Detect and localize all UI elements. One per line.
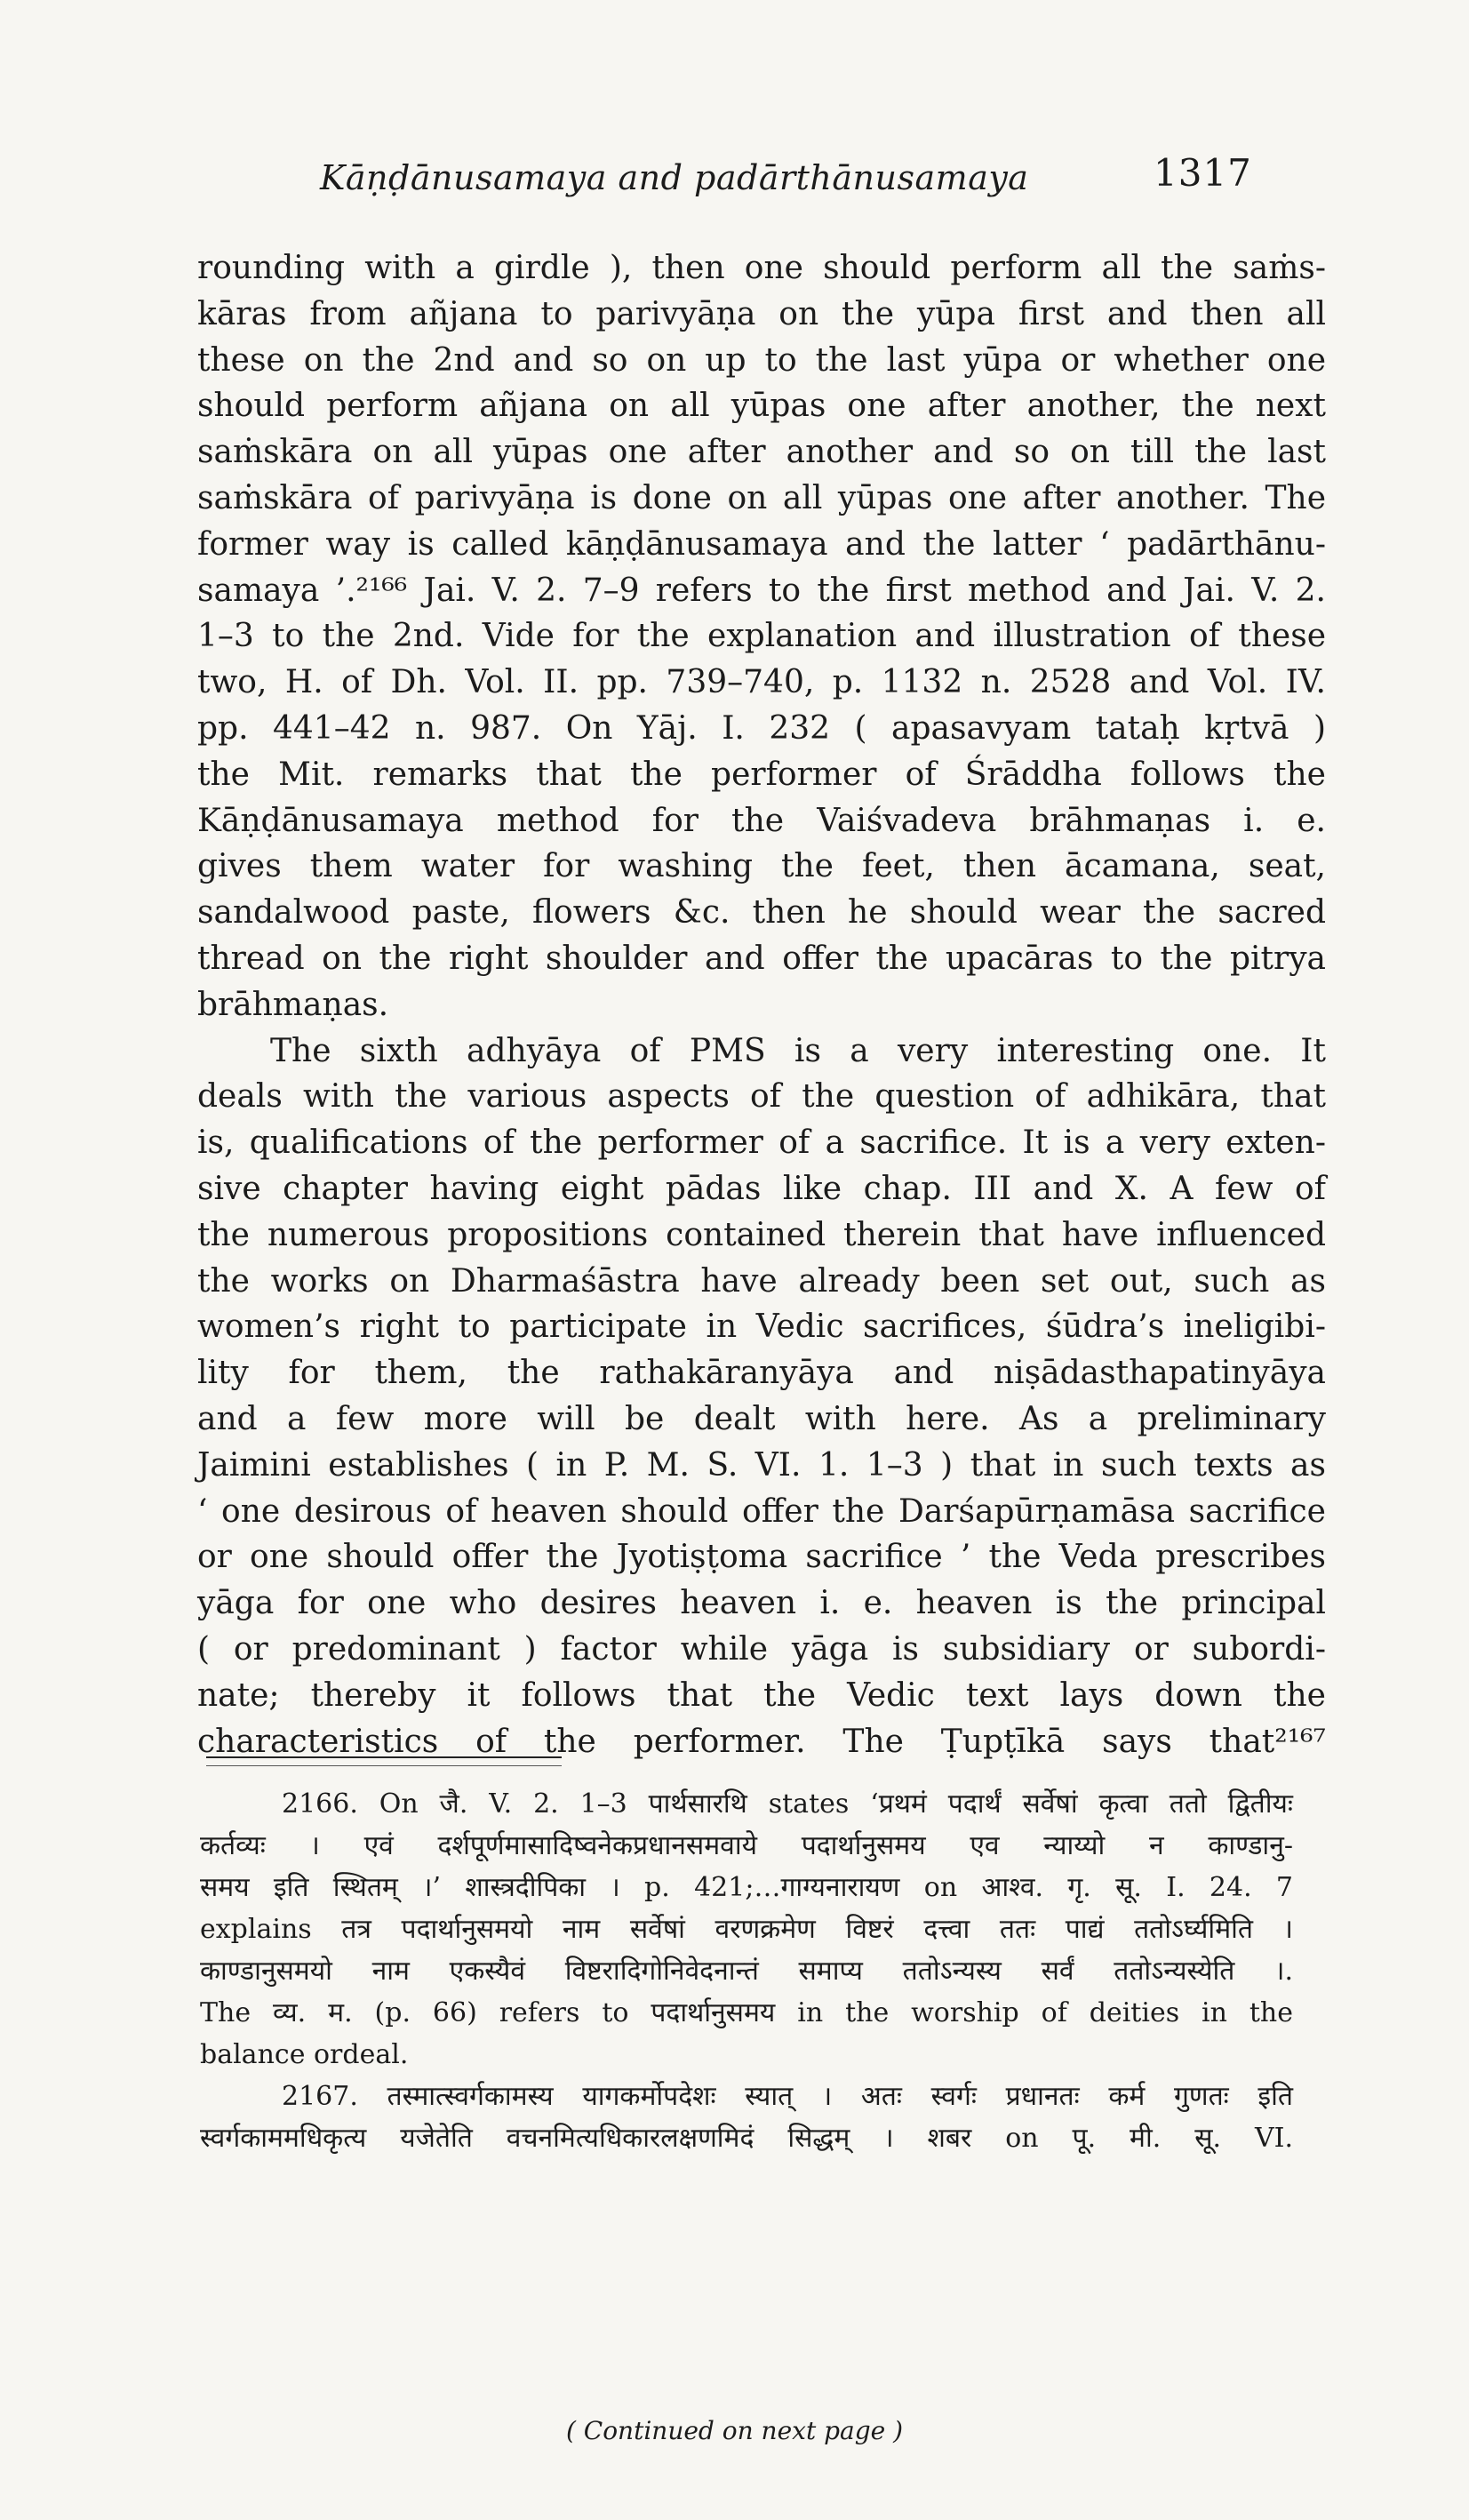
- footnote-line: explains तत्र पदार्थानुसमयो नाम सर्वेषां वरणक्रमेण विष्टरं दत्त्वा ततः पाद्यं ततोऽर्घ्यमिति ।: [200, 1914, 1293, 1945]
- footnote-line: समय इति स्थितम् ।’ शास्त्रदीपिका । p. 421;…गाग्यनारायण on आश्व. गृ. सू. I. 24. 7: [200, 1872, 1293, 1903]
- text-line: sandalwood paste, flowers &c. then he should wear the sacred: [197, 894, 1326, 932]
- text-line: women’s right to participate in Vedic sacrifices, śūdra’s ineligibi-: [197, 1308, 1326, 1346]
- page-number: 1317: [1154, 151, 1252, 195]
- text-line: 1–3 to the 2nd. Vide for the explanation and illustration of these: [197, 618, 1326, 655]
- text-line: saṁskāra of parivyāṇa is done on all yūpas one after another. The: [197, 479, 1326, 516]
- text-line: thread on the right shoulder and offer the upacāras to the pitrya: [197, 940, 1326, 977]
- footnote-line: स्वर्गकाममधिकृत्य यजेतेति वचनमित्यधिकारलक्षणमिदं सिद्धम् । शबर on पू. मी. सू. VI.: [200, 2123, 1293, 2154]
- text-line: pp. 441–42 n. 987. On Yāj. I. 232 ( apasavyam tataḥ kṛtvā ): [197, 709, 1326, 747]
- text-line: samaya ’.²¹⁶⁶ Jai. V. 2. 7–9 refers to the first method and Jai. V. 2.: [197, 572, 1326, 609]
- main-text: [197, 245, 1326, 1764]
- text-line: rounding with a girdle ), then one should perform all the saṁs-: [197, 250, 1326, 286]
- text-line: sive chapter having eight pādas like chap. III and X. A few of: [197, 1170, 1326, 1207]
- text-line: saṁskāra on all yūpas one after another and so on till the last: [197, 434, 1326, 471]
- footnote-line: कर्तव्यः । एवं दर्शपूर्णमासादिष्वनेकप्रधानसमवाये पदार्थानुसमय एव न्याय्यो न काण्डानु-: [200, 1830, 1293, 1861]
- continued-note: ( Continued on next page ): [565, 2416, 904, 2445]
- text-line: brāhmaṇas.: [197, 986, 389, 1023]
- text-line: deals with the various aspects of the question of adhikāra, that: [197, 1078, 1326, 1116]
- text-line: should perform añjana on all yūpas one after another, the next: [197, 388, 1326, 425]
- text-line: is, qualifications of the performer of a sacrifice. It is a very exten-: [197, 1124, 1326, 1162]
- text-line: nate; thereby it follows that the Vedic text lays down the: [197, 1676, 1326, 1714]
- text-line: yāga for one who desires heaven i. e. heaven is the principal: [197, 1585, 1326, 1622]
- running-title: Kāṇḍānusamaya and padārthānusamaya: [320, 158, 1029, 197]
- text-line: Jaimini establishes ( in P. M. S. VI. 1. 1–3 ) that in such texts as: [197, 1446, 1326, 1484]
- footnote-rule: [206, 1756, 562, 1758]
- text-line: kāras from añjana to parivyāṇa on the yūpa first and then all: [197, 295, 1326, 332]
- text-line: the numerous propositions contained therein that have influenced: [197, 1216, 1326, 1253]
- footnote-line: 2167. तस्मात्स्वर्गकामस्य यागकर्मोपदेशः स्यात् । अतः स्वर्गः प्रधानतः कर्म गुणतः इति: [282, 2081, 1294, 2112]
- text-line: gives them water for washing the feet, then ācamana, seat,: [197, 848, 1326, 885]
- text-line: lity for them, the rathakāranyāya and niṣādasthapatinyāya: [197, 1355, 1326, 1392]
- paragraph-start-line: The sixth adhyāya of PMS is a very interesting one. It: [270, 1032, 1326, 1069]
- text-line: the Mit. remarks that the performer of Śrāddha follows the: [197, 756, 1326, 793]
- text-line: former way is called kāṇḍānusamaya and the latter ‘ padārthānu-: [197, 525, 1326, 563]
- footnote-line: काण्डानुसमयो नाम एकस्यैवं विष्टरादिगोनिवेदनान्तं समाप्य ततोऽन्यस्य सर्वं ततोऽन्यस्येति ।.: [200, 1956, 1293, 1987]
- text-line: the works on Dharmaśāstra have already been set out, such as: [197, 1262, 1326, 1300]
- text-line: ‘ one desirous of heaven should offer the Darśapūrṇamāsa sacrifice: [197, 1492, 1326, 1530]
- text-line: ( or predominant ) factor while yāga is subsidiary or subordi-: [197, 1630, 1326, 1668]
- text-line: these on the 2nd and so on up to the last yūpa or whether one: [197, 341, 1326, 379]
- footnote-rule-secondary: [206, 1765, 562, 1766]
- footnote-line: The व्य. म. (p. 66) refers to पदार्थानुसमय in the worship of deities in the: [200, 1997, 1293, 2028]
- footnotes: [200, 1783, 1293, 2159]
- footnote-line: 2166. On जै. V. 2. 1–3 पार्थसारथि states ‘प्रथमं पदार्थं सर्वेषां कृत्वा ततो द्वितीयः: [282, 1788, 1293, 1820]
- footnote-line: balance ordeal.: [200, 2039, 409, 2070]
- text-line: Kāṇḍānusamaya method for the Vaiśvadeva brāhmaṇas i. e.: [197, 802, 1326, 839]
- text-line: and a few more will be dealt with here. As a preliminary: [197, 1400, 1326, 1437]
- text-line: or one should offer the Jyotiṣṭoma sacrifice ’ the Veda prescribes: [197, 1539, 1326, 1576]
- text-line: two, H. of Dh. Vol. II. pp. 739–740, p. 1132 n. 2528 and Vol. IV.: [197, 664, 1326, 701]
- text-line: characteristics of the performer. The Ṭupṭīkā says that²¹⁶⁷: [197, 1723, 1326, 1760]
